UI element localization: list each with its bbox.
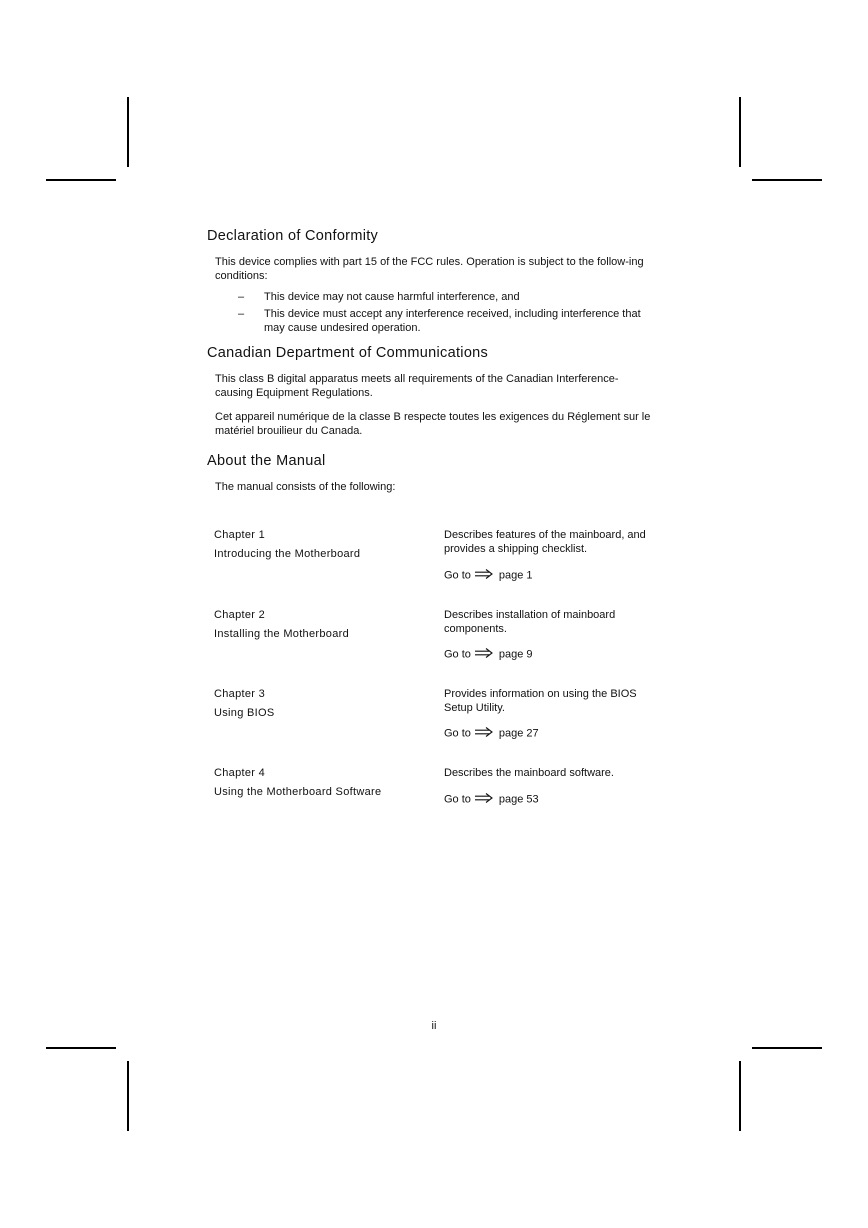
chapter-number: Chapter 1 <box>214 529 266 541</box>
canadian-paragraph-french: Cet appareil numérique de la classe B respecte toutes les exigences du Réglement sur le matériel brouilieur du Canada. <box>215 411 651 437</box>
chapter-description: Describes the mainboard software. <box>444 767 614 779</box>
chapter-title: Installing the Motherboard <box>214 628 349 640</box>
chapter-title: Using the Motherboard Software <box>214 786 382 798</box>
conformity-intro: This device complies with part 15 of the FCC rules. Operation is subject to the follow-ing conditions: <box>215 256 644 282</box>
chapter-number: Chapter 3 <box>214 688 266 700</box>
chapter-number: Chapter 2 <box>214 609 266 621</box>
chapter-goto[interactable] <box>444 793 539 806</box>
bullet-dash: – <box>238 308 245 320</box>
manual-heading: About the Manual <box>207 453 326 469</box>
page-number: ii <box>431 1020 437 1032</box>
crop-mark-top-right-horizontal <box>752 179 822 181</box>
chapter-title: Introducing the Motherboard <box>214 548 361 560</box>
bullet-dash: – <box>238 291 245 303</box>
goto-page[interactable]: page 53 <box>498 793 539 806</box>
manual-intro: The manual consists of the following: <box>215 481 396 493</box>
crop-mark-top-left-horizontal <box>46 179 116 181</box>
crop-mark-top-right-vertical <box>739 97 741 167</box>
crop-mark-top-left-vertical <box>127 97 129 167</box>
double-right-arrow-icon <box>475 793 493 806</box>
goto-label: Go to <box>444 648 471 661</box>
conformity-heading: Declaration of Conformity <box>207 228 379 244</box>
goto-label: Go to <box>444 727 471 740</box>
chapter-title: Using BIOS <box>214 707 275 719</box>
goto-page[interactable]: page 27 <box>498 727 539 740</box>
goto-page[interactable]: page 1 <box>498 569 533 582</box>
goto-page[interactable]: page 9 <box>498 648 533 661</box>
crop-mark-bottom-right-horizontal <box>752 1047 822 1049</box>
chapter-goto[interactable] <box>444 727 539 740</box>
chapter-description: Provides information on using the BIOS Setup Utility. <box>444 688 637 714</box>
goto-label: Go to <box>444 793 471 806</box>
bullet-text: This device may not cause harmful interference, and <box>264 291 520 303</box>
double-right-arrow-icon <box>475 727 493 740</box>
chapter-number: Chapter 4 <box>214 767 266 779</box>
double-right-arrow-icon <box>475 648 493 661</box>
crop-mark-bottom-left-horizontal <box>46 1047 116 1049</box>
goto-label: Go to <box>444 569 471 582</box>
double-right-arrow-icon <box>475 569 493 582</box>
crop-mark-bottom-right-vertical <box>739 1061 741 1131</box>
canadian-paragraph-english: This class B digital apparatus meets all requirements of the Canadian Interference-causing Equipment Regulations. <box>215 373 619 399</box>
canadian-heading: Canadian Department of Communications <box>207 345 489 361</box>
chapter-description: Describes features of the mainboard, and provides a shipping checklist. <box>444 529 646 555</box>
bullet-text: This device must accept any interference received, including interference that may cause undesired operation. <box>264 308 641 334</box>
crop-mark-bottom-left-vertical <box>127 1061 129 1131</box>
chapter-goto[interactable] <box>444 648 533 661</box>
chapter-description: Describes installation of mainboard components. <box>444 609 616 635</box>
chapter-goto[interactable] <box>444 569 533 582</box>
